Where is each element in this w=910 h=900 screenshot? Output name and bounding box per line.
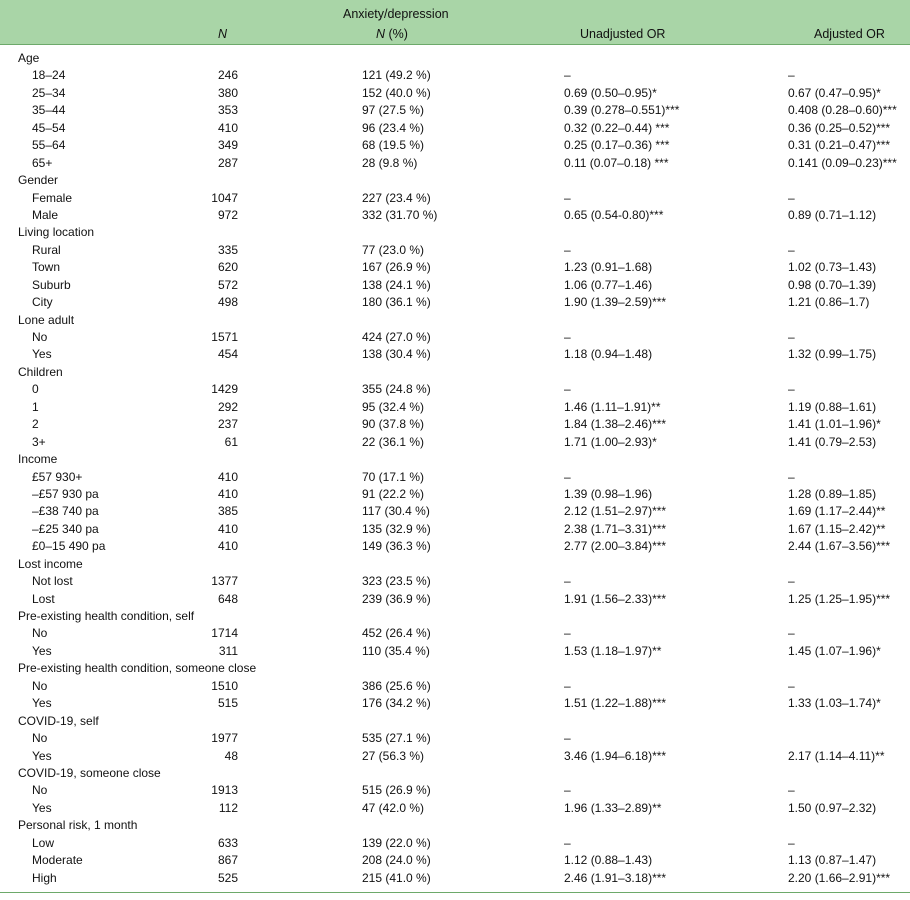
table-row [0, 399, 910, 416]
table-group-row [0, 765, 910, 782]
cell-unadjusted-or: 0.65 (0.54-0.80)*** [564, 207, 664, 222]
row-label: 3+ [32, 434, 46, 449]
cell-adjusted-or: 0.67 (0.47–0.95)* [788, 85, 881, 100]
row-label: Suburb [32, 277, 71, 292]
column-header-n: N [218, 27, 228, 41]
row-label: Female [32, 190, 73, 205]
cell-n: 335 [217, 242, 238, 257]
cell-n: 1429 [211, 382, 238, 397]
cell-n: 1377 [211, 574, 238, 589]
group-header-anxiety-depression: Anxiety/depression [343, 7, 449, 21]
cell-adjusted-or: – [788, 242, 795, 257]
cell-n: 237 [217, 417, 238, 432]
cell-n: 572 [217, 277, 238, 292]
row-label: £0–15 490 pa [32, 539, 106, 554]
cell-n-percent: 70 (17.1 %) [362, 469, 425, 484]
row-label: Low [32, 835, 55, 850]
cell-n-percent: 424 (27.0 %) [362, 330, 431, 344]
cell-adjusted-or: 0.98 (0.70–1.39) [788, 277, 877, 292]
cell-n-percent: 239 (36.9 %) [362, 591, 431, 606]
table-group-row [0, 608, 910, 625]
table-row [0, 242, 910, 259]
cell-adjusted-or: 2.20 (1.66–2.91)*** [788, 870, 891, 885]
cell-unadjusted-or: – [564, 835, 571, 850]
cell-unadjusted-or: 0.25 (0.17–0.36) *** [564, 138, 670, 153]
cell-adjusted-or: 0.141 (0.09–0.23)*** [788, 155, 897, 170]
table-row [0, 329, 910, 346]
table-row [0, 486, 910, 503]
cell-n-percent: 386 (25.6 %) [362, 678, 431, 693]
cell-adjusted-or: – [788, 835, 795, 850]
table-row [0, 277, 910, 294]
table-row [0, 207, 910, 224]
cell-unadjusted-or: 2.77 (2.00–3.84)*** [564, 539, 667, 554]
table-row [0, 67, 910, 84]
table-body [0, 45, 910, 887]
cell-n: 61 [224, 434, 238, 449]
row-label: No [32, 678, 48, 693]
row-label: Yes [32, 800, 52, 815]
cell-n: 349 [217, 138, 238, 153]
table-row [0, 434, 910, 451]
table-group-row [0, 224, 910, 241]
table-group-row [0, 364, 910, 381]
cell-adjusted-or: 0.36 (0.25–0.52)*** [788, 120, 891, 135]
cell-n-percent: 27 (56.3 %) [362, 748, 425, 763]
column-header-n-percent-italic: N [376, 27, 386, 41]
cell-n-percent: 152 (40.0 %) [362, 85, 431, 100]
cell-adjusted-or: 1.02 (0.73–1.43) [788, 260, 877, 275]
cell-n: 380 [217, 85, 238, 100]
cell-adjusted-or: 1.45 (1.07–1.96)* [788, 643, 881, 658]
cell-n: 385 [217, 504, 238, 519]
cell-n: 633 [217, 835, 238, 850]
cell-n-percent: 22 (36.1 %) [362, 434, 425, 449]
cell-n-percent: 121 (49.2 %) [362, 68, 431, 83]
cell-unadjusted-or: 1.91 (1.56–2.33)*** [564, 591, 667, 606]
cell-adjusted-or: 1.41 (1.01–1.96)* [788, 417, 881, 432]
cell-n: 410 [217, 521, 238, 536]
row-label: 0 [32, 382, 39, 397]
cell-n-percent: 208 (24.0 %) [362, 853, 431, 868]
cell-n-percent: 515 (26.9 %) [362, 783, 431, 798]
cell-unadjusted-or: 1.39 (0.98–1.96) [564, 486, 653, 501]
row-label: 55–64 [32, 138, 66, 153]
table-row [0, 852, 910, 869]
cell-n: 1571 [211, 330, 238, 344]
table-row [0, 643, 910, 660]
cell-unadjusted-or: 0.69 (0.50–0.95)* [564, 85, 657, 100]
cell-n: 525 [217, 870, 238, 885]
table-row [0, 381, 910, 398]
cell-unadjusted-or: – [564, 68, 571, 83]
cell-unadjusted-or: – [564, 574, 571, 589]
cell-adjusted-or: – [788, 783, 795, 798]
row-label: 65+ [32, 155, 53, 170]
cell-n-percent: 138 (24.1 %) [362, 277, 431, 292]
row-label: No [32, 626, 48, 641]
row-label: No [32, 783, 48, 798]
cell-n: 246 [217, 68, 238, 83]
column-header-unadjusted-or: Unadjusted OR [580, 27, 666, 41]
cell-adjusted-or: 1.19 (0.88–1.61) [788, 399, 877, 414]
table-row [0, 730, 910, 747]
cell-adjusted-or: 1.41 (0.79–2.53) [788, 434, 877, 449]
cell-unadjusted-or: 2.46 (1.91–3.18)*** [564, 870, 667, 885]
cell-n: 287 [217, 155, 238, 170]
table-header [0, 0, 910, 45]
cell-unadjusted-or: 0.32 (0.22–0.44) *** [564, 120, 670, 135]
column-header-n-percent [376, 27, 408, 41]
table-row [0, 155, 910, 172]
cell-adjusted-or: – [788, 678, 795, 693]
row-label: Yes [32, 748, 52, 763]
table-row [0, 469, 910, 486]
table-row [0, 346, 910, 363]
table-group-row [0, 713, 910, 730]
row-label: Lost income [18, 556, 83, 571]
table-row [0, 503, 910, 520]
table-row [0, 800, 910, 817]
table-row [0, 294, 910, 311]
table-row [0, 120, 910, 137]
cell-unadjusted-or: – [564, 242, 571, 257]
row-label: Yes [32, 696, 52, 711]
row-label: Rural [32, 242, 61, 257]
row-label: –£38 740 pa [32, 504, 99, 519]
cell-adjusted-or: 0.408 (0.28–0.60)*** [788, 103, 897, 118]
table-row [0, 678, 910, 695]
row-label: Yes [32, 643, 52, 658]
row-label: Gender [18, 173, 59, 188]
cell-n-percent: 96 (23.4 %) [362, 120, 425, 135]
table-row [0, 538, 910, 555]
cell-adjusted-or: – [788, 330, 795, 344]
row-label: Children [18, 364, 63, 379]
cell-unadjusted-or: 1.46 (1.11–1.91)** [564, 399, 661, 414]
cell-n-percent: 91 (22.2 %) [362, 486, 425, 501]
cell-adjusted-or: 0.31 (0.21–0.47)*** [788, 138, 891, 153]
cell-unadjusted-or: – [564, 783, 571, 798]
table-row [0, 416, 910, 433]
cell-unadjusted-or: 1.71 (1.00–2.93)* [564, 434, 657, 449]
row-label: 25–34 [32, 85, 66, 100]
cell-n-percent: 227 (23.4 %) [362, 190, 431, 205]
column-header-adjusted-or: Adjusted OR [814, 27, 885, 41]
cell-n-percent: 535 (27.1 %) [362, 731, 431, 746]
cell-n-percent: 355 (24.8 %) [362, 382, 431, 397]
row-label: 2 [32, 417, 39, 432]
cell-n-percent: 332 (31.70 %) [362, 207, 438, 222]
row-label: 18–24 [32, 68, 66, 83]
cell-n-percent: 452 (26.4 %) [362, 626, 431, 641]
cell-adjusted-or: – [788, 574, 795, 589]
table-row [0, 782, 910, 799]
cell-n: 515 [217, 696, 238, 711]
row-label: Town [32, 260, 61, 275]
table-group-row [0, 660, 910, 677]
table-row [0, 85, 910, 102]
cell-adjusted-or: 0.89 (0.71–1.12) [788, 207, 877, 222]
row-label: COVID-19, someone close [18, 765, 161, 780]
cell-n: 1714 [211, 626, 238, 641]
cell-adjusted-or: 1.21 (0.86–1.7) [788, 295, 870, 310]
cell-unadjusted-or: 1.84 (1.38–2.46)*** [564, 417, 667, 432]
row-label: 45–54 [32, 120, 66, 135]
cell-n-percent: 117 (30.4 %) [362, 504, 430, 519]
cell-n-percent: 95 (32.4 %) [362, 399, 425, 414]
cell-n: 292 [217, 399, 238, 414]
cell-adjusted-or: 1.50 (0.97–2.32) [788, 800, 877, 815]
cell-n-percent: 139 (22.0 %) [362, 835, 431, 850]
row-label: 35–44 [32, 103, 66, 118]
cell-n: 1047 [211, 190, 238, 205]
row-label: –£25 340 pa [32, 521, 99, 536]
row-label: Not lost [32, 574, 73, 589]
table-group-row [0, 172, 910, 189]
cell-n-percent: 323 (23.5 %) [362, 574, 431, 589]
cell-n-percent: 28 (9.8 %) [362, 155, 418, 170]
cell-n-percent: 176 (34.2 %) [362, 696, 431, 711]
table-group-row [0, 451, 910, 468]
cell-unadjusted-or: – [564, 382, 571, 397]
cell-unadjusted-or: 1.51 (1.22–1.88)*** [564, 696, 667, 711]
table-group-row [0, 817, 910, 834]
cell-unadjusted-or: 1.18 (0.94–1.48) [564, 347, 653, 362]
cell-adjusted-or: 1.13 (0.87–1.47) [788, 853, 877, 868]
cell-unadjusted-or: 2.12 (1.51–2.97)*** [564, 504, 667, 519]
table-row [0, 137, 910, 154]
cell-n: 1913 [211, 783, 238, 798]
table-row [0, 259, 910, 276]
cell-n-percent: 77 (23.0 %) [362, 242, 425, 257]
cell-n: 410 [217, 469, 238, 484]
cell-adjusted-or: 1.67 (1.15–2.42)** [788, 521, 886, 536]
cell-unadjusted-or: 1.06 (0.77–1.46) [564, 277, 653, 292]
cell-adjusted-or: 1.69 (1.17–2.44)** [788, 504, 886, 519]
cell-unadjusted-or: – [564, 678, 571, 693]
table-group-row [0, 556, 910, 573]
cell-unadjusted-or: 3.46 (1.94–6.18)*** [564, 748, 667, 763]
table-row [0, 573, 910, 590]
cell-n-percent: 135 (32.9 %) [362, 521, 431, 536]
cell-unadjusted-or: – [564, 330, 571, 344]
cell-adjusted-or: – [788, 68, 795, 83]
cell-n: 311 [218, 643, 238, 658]
cell-n-percent: 180 (36.1 %) [362, 295, 431, 310]
table-row [0, 695, 910, 712]
row-label: COVID-19, self [18, 713, 99, 728]
row-label: 1 [32, 399, 39, 414]
row-label: –£57 930 pa [32, 486, 99, 501]
row-label: Moderate [32, 853, 83, 868]
table-row [0, 591, 910, 608]
row-label: City [32, 295, 53, 310]
cell-n-percent: 97 (27.5 %) [362, 103, 425, 118]
table-row [0, 835, 910, 852]
cell-adjusted-or: 1.32 (0.99–1.75) [788, 347, 877, 362]
cell-adjusted-or: 1.28 (0.89–1.85) [788, 486, 877, 501]
cell-unadjusted-or: – [564, 190, 571, 205]
cell-adjusted-or: – [788, 190, 795, 205]
table-row [0, 748, 910, 765]
row-label: Living location [18, 225, 95, 240]
table-row [0, 102, 910, 119]
cell-n-percent: 47 (42.0 %) [362, 800, 425, 815]
row-label: Personal risk, 1 month [18, 818, 138, 833]
cell-n-percent: 68 (19.5 %) [362, 138, 425, 153]
cell-unadjusted-or: 0.11 (0.07–0.18) *** [564, 155, 669, 170]
cell-n: 410 [217, 539, 238, 554]
cell-adjusted-or: 2.17 (1.14–4.11)** [788, 748, 885, 763]
cell-adjusted-or: – [788, 626, 795, 641]
cell-n: 410 [217, 486, 238, 501]
cell-unadjusted-or: 1.90 (1.39–2.59)*** [564, 295, 667, 310]
cell-n: 620 [217, 260, 238, 275]
row-label: £57 930+ [32, 469, 83, 484]
cell-adjusted-or: 2.44 (1.67–3.56)*** [788, 539, 891, 554]
cell-n: 498 [217, 295, 238, 310]
cell-n: 972 [217, 207, 238, 222]
row-label: Male [32, 207, 59, 222]
cell-n-percent: 215 (41.0 %) [362, 870, 431, 885]
column-header-n-percent-rest: (%) [385, 27, 408, 41]
cell-unadjusted-or: 1.96 (1.33–2.89)** [564, 800, 662, 815]
bottom-rule [0, 892, 910, 893]
cell-unadjusted-or: 1.12 (0.88–1.43) [564, 853, 653, 868]
cell-n: 648 [217, 591, 238, 606]
cell-unadjusted-or: 1.23 (0.91–1.68) [564, 260, 653, 275]
cell-n-percent: 90 (37.8 %) [362, 417, 425, 432]
row-label: Age [18, 51, 40, 65]
cell-n-percent: 167 (26.9 %) [362, 260, 431, 275]
cell-n-percent: 138 (30.4 %) [362, 347, 431, 362]
cell-unadjusted-or: – [564, 469, 571, 484]
cell-unadjusted-or: – [564, 731, 571, 746]
cell-n: 1510 [211, 678, 238, 693]
cell-n: 867 [217, 853, 238, 868]
cell-n: 454 [217, 347, 238, 362]
cell-adjusted-or: 1.33 (1.03–1.74)* [788, 696, 881, 711]
cell-n: 410 [217, 120, 238, 135]
row-label: Pre-existing health condition, someone close [18, 661, 257, 676]
cell-adjusted-or: – [788, 469, 795, 484]
row-label: High [32, 870, 57, 885]
row-label: No [32, 731, 48, 746]
cell-n-percent: 149 (36.3 %) [362, 539, 431, 554]
row-label: Lost [32, 591, 55, 606]
cell-n: 48 [224, 748, 238, 763]
cell-n-percent: 110 (35.4 %) [362, 643, 430, 658]
row-label: Income [18, 452, 58, 467]
cell-unadjusted-or: – [564, 626, 571, 641]
table-row [0, 625, 910, 642]
row-label: No [32, 330, 48, 344]
cell-unadjusted-or: 2.38 (1.71–3.31)*** [564, 521, 667, 536]
table-group-row [0, 50, 910, 67]
cell-n: 353 [217, 103, 238, 118]
row-label: Lone adult [18, 312, 75, 327]
cell-unadjusted-or: 0.39 (0.278–0.551)*** [564, 103, 680, 118]
table-row [0, 190, 910, 207]
table-group-row [0, 312, 910, 329]
cell-adjusted-or: 1.25 (1.25–1.95)*** [788, 591, 891, 606]
table-row [0, 521, 910, 538]
cell-n: 112 [218, 800, 238, 815]
cell-adjusted-or: – [788, 382, 795, 397]
row-label: Pre-existing health condition, self [18, 609, 195, 623]
row-label: Yes [32, 347, 52, 362]
table-row [0, 870, 910, 887]
cell-unadjusted-or: 1.53 (1.18–1.97)** [564, 643, 662, 658]
cell-n: 1977 [211, 731, 238, 746]
